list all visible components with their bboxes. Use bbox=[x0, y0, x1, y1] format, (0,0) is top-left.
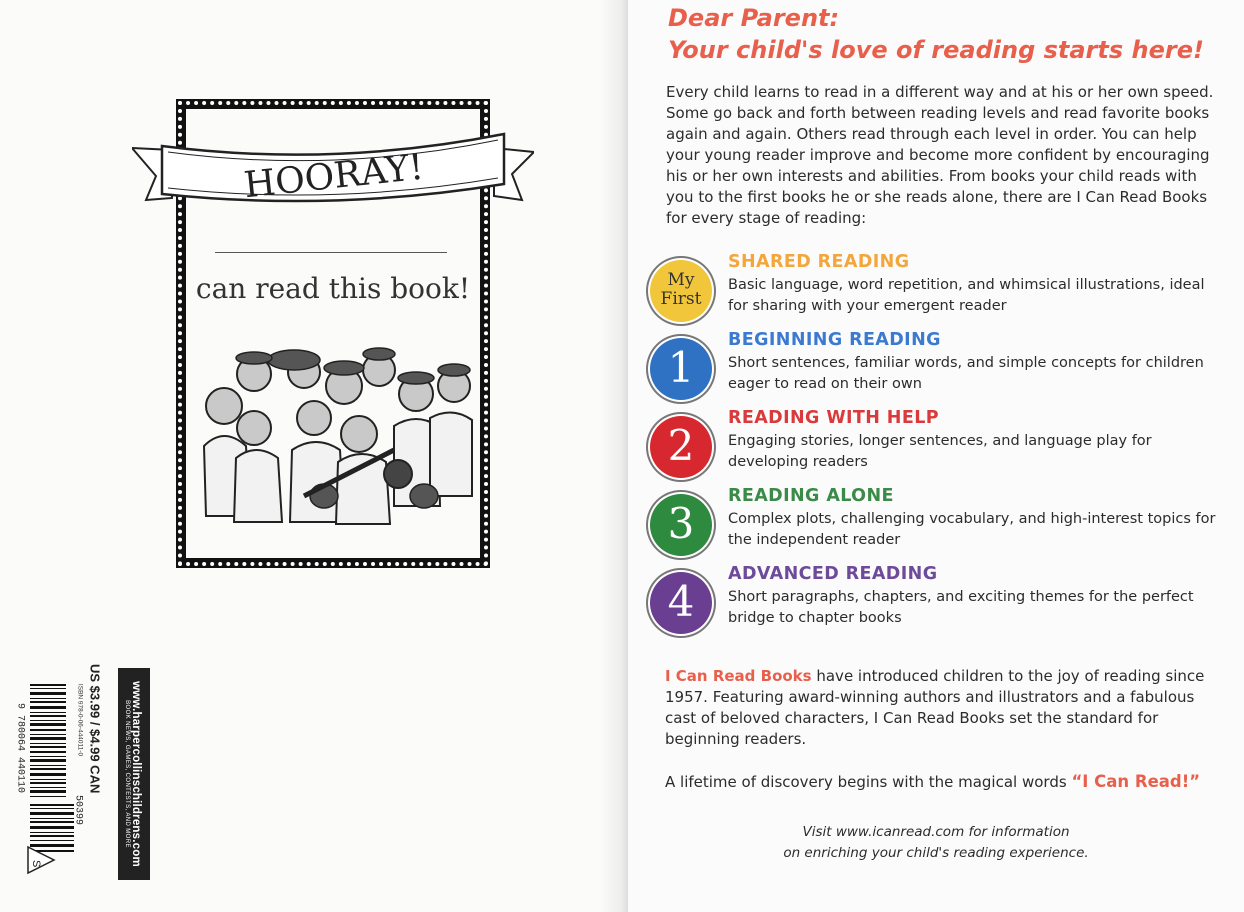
level-title: READING WITH HELP bbox=[728, 408, 939, 428]
name-line bbox=[215, 252, 447, 253]
level-title: ADVANCED READING bbox=[728, 564, 938, 584]
level-s-triangle-icon bbox=[24, 843, 58, 877]
level-2-badge-icon bbox=[650, 416, 712, 478]
level-1-badge-icon bbox=[650, 338, 712, 400]
website-url bbox=[124, 669, 142, 879]
closing-text: have introduced children to the joy of reading since 1957. Featuring award-winning authors and illustrators and a fabulous cast of beloved characters, I Can Read Books set the standard for beginning readers. bbox=[665, 667, 1205, 748]
visit-note bbox=[628, 822, 1244, 864]
brand-name: I Can Read Books bbox=[665, 667, 812, 685]
level-title: BEGINNING READING bbox=[728, 330, 941, 350]
level-2 bbox=[648, 408, 1228, 478]
level-title: READING ALONE bbox=[728, 486, 894, 506]
price-label: US $3.99 / $4.99 CAN bbox=[87, 664, 103, 794]
barcode bbox=[30, 684, 74, 854]
s-badge-letter: S bbox=[30, 860, 42, 868]
my-first-badge-icon bbox=[650, 260, 712, 322]
banner-text: HOORAY! bbox=[242, 146, 426, 207]
visit-line-2: on enriching your child's reading experience. bbox=[783, 845, 1089, 861]
lifetime-text: A lifetime of discovery begins with the magical words bbox=[665, 773, 1072, 791]
hooray-banner bbox=[132, 128, 534, 214]
badge-line-1: My bbox=[667, 270, 695, 290]
heading-line-1: Dear Parent: bbox=[668, 4, 840, 32]
level-4-badge-icon bbox=[650, 572, 712, 634]
level-description: Short sentences, familiar words, and simple concepts for children eager to read on their own bbox=[728, 355, 1204, 392]
level-description: Engaging stories, longer sentences, and language play for developing readers bbox=[728, 433, 1152, 470]
isbn-label: ISBN 978-0-06-444011-0 bbox=[76, 683, 84, 757]
level-description: Short paragraphs, chapters, and exciting themes for the perfect bridge to chapter books bbox=[728, 589, 1194, 626]
barcode-digits: 9 780064 440110 bbox=[14, 702, 26, 794]
badge-number: 1 bbox=[667, 343, 695, 392]
url-main: www.harpercollinschildrens.com bbox=[130, 681, 142, 867]
parent-info-page bbox=[628, 0, 1244, 912]
badge-number: 2 bbox=[667, 421, 695, 470]
intro-paragraph: Every child learns to read in a different way and at his or her own speed. Some go back and forth between reading levels and read favorite books again and again. Others read through each level in order. You can help your young reader improve and become more confident by encouraging his or her own interests and abilities. From books your child reads with you to the first books he or she reads alone, there are I Can Read Books for every stage of reading: bbox=[666, 83, 1214, 227]
i-can-read-quote: “I Can Read!” bbox=[1071, 772, 1201, 791]
badge-number: 3 bbox=[667, 499, 695, 548]
level-1 bbox=[648, 330, 1228, 400]
can-read-text: can read this book! bbox=[195, 272, 471, 305]
lifetime-line bbox=[665, 772, 1244, 791]
url-subtitle: BOOK NEWS, GAMES, CONTESTS, AND MORE bbox=[124, 700, 130, 848]
level-title: SHARED READING bbox=[728, 252, 910, 272]
badge-line-2: First bbox=[660, 289, 702, 309]
level-3 bbox=[648, 486, 1228, 556]
badge-number: 4 bbox=[667, 577, 695, 626]
barcode-addon-digits: 50399 bbox=[72, 794, 84, 826]
level-description: Complex plots, challenging vocabulary, and high-interest topics for the independent reader bbox=[728, 511, 1216, 548]
level-3-badge-icon bbox=[650, 494, 712, 556]
baseball-kids-illustration bbox=[194, 346, 476, 526]
level-my-first bbox=[648, 252, 1228, 322]
level-4 bbox=[648, 564, 1228, 634]
closing-paragraph bbox=[665, 666, 1225, 750]
level-description: Basic language, word repetition, and whimsical illustrations, ideal for sharing with your emergent reader bbox=[728, 277, 1205, 314]
visit-line-1: Visit www.icanread.com for information bbox=[802, 824, 1070, 840]
heading-line-2: Your child's love of reading starts here! bbox=[668, 36, 1204, 64]
